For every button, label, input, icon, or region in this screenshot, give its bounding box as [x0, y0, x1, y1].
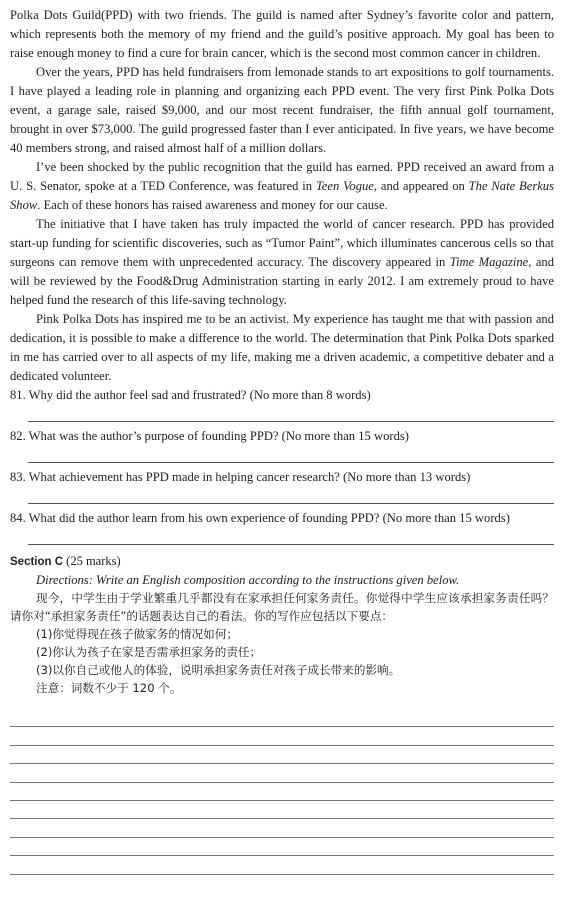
writing-line[interactable] [10, 783, 554, 801]
show-title: The Nate Berkus Show [10, 179, 555, 212]
writing-line[interactable] [10, 727, 554, 745]
paragraph-text: , and appeared on [373, 179, 469, 193]
writing-line[interactable] [10, 746, 554, 764]
paragraph-text: , and will be reviewed by the Food&Drug Administration starting in early 2012. I am extremely proud to have helped fund the research of this life-saving technology. [10, 255, 555, 307]
composition-point-1: (1)你觉得现在孩子做家务的情况如何； [36, 627, 238, 641]
magazine-title-teen-vogue: Teen Vogue [315, 179, 374, 193]
writing-line[interactable] [10, 764, 554, 782]
question-81 [10, 386, 554, 422]
word-count-note: 注意：词数不少于 120 个。 [36, 681, 182, 695]
question-text: 83. What achievement has PPD made in helping cancer research? (No more than 13 words) [10, 470, 471, 484]
composition-point-3: (3)以你自己或他人的体验，说明承担家务责任对孩子成长带来的影响。 [36, 663, 401, 677]
magazine-title-time: Time Magazine [449, 255, 529, 269]
answer-line[interactable] [28, 405, 554, 422]
passage-paragraph-0: Polka Dots Guild(PPD) with two friends. The guild is named after Sydney’s favorite color and pattern, which represents both the memory of my friend and the guild’s positive approach. My goal has been to raise enough money to find a cure for brain cancer, which is the second most common cancer in children. [10, 8, 554, 60]
section-c-heading [10, 553, 554, 571]
directions-label: Directions [36, 573, 89, 587]
writing-line[interactable] [10, 856, 554, 874]
paragraph-text: I’ve been shocked by the public recognition that the guild has earned. PPD received an award from a U. S. Senator, spoke at a TED Conference, was featured in [10, 160, 554, 193]
section-title: Section C [10, 556, 64, 568]
passage-paragraph-4: Pink Polka Dots has inspired me to be an activist. My experience has taught me that with passion and dedication, it is possible to make a difference to the world. The determination that Pink Polka Dots sparked in me has carried over to all aspects of my life, making me a driven academic, a competitive debater and a dedicated volunteer. [10, 312, 554, 383]
question-83 [10, 468, 554, 504]
composition-writing-area[interactable] [10, 709, 554, 875]
passage-paragraph-2 [10, 158, 554, 215]
directions-text: : Write an English composition according to the instructions given below. [88, 573, 460, 587]
composition-prompt: 现今，中学生由于学业繁重几乎都没有在家承担任何家务责任。你觉得中学生应该承担家务责任吗？请你对“承担家务责任”的话题表达自己的看法。你的写作应包括以下要点： [10, 591, 554, 623]
paragraph-text: The initiative that I have taken has truly impacted the world of cancer research. PPD has provided start-up funding for scientific discoveries, such as “Tumor Paint”, which illuminates cancerous cells so that surgeons can remove them with unprecedented accuracy. The discovery appeared in [10, 217, 554, 269]
writing-line[interactable] [10, 801, 554, 819]
writing-line[interactable] [10, 709, 554, 727]
question-84 [10, 509, 554, 545]
answer-line[interactable] [28, 446, 554, 463]
answer-line[interactable] [28, 487, 554, 504]
paragraph-text: . Each of these honors has raised awareness and money for our cause. [37, 198, 388, 212]
question-82 [10, 427, 554, 463]
passage-paragraph-3 [10, 215, 554, 310]
passage-paragraph-1: Over the years, PPD has held fundraisers from lemonade stands to art expositions to golf tournaments. I have played a leading role in planning and organizing each PPD event. The very first Pink Polka Dots event, a garage sale, raised $9,000, and our most recent fundraiser, the fifth annual golf tournament, brought in over $73,000. The guild progressed faster than I ever anticipated. In five years, we have become 40 members strong, and raised almost half of a million dollars. [10, 65, 554, 155]
directions [10, 571, 554, 589]
composition-point-2: (2)你认为孩子在家是否需承担家务的责任； [36, 645, 262, 659]
writing-line[interactable] [10, 838, 554, 856]
question-text: 84. What did the author learn from his own experience of founding PPD? (No more than 15 words) [10, 511, 510, 525]
question-text: 82. What was the author’s purpose of founding PPD? (No more than 15 words) [10, 429, 409, 443]
section-marks: (25 marks) [63, 554, 121, 568]
question-text: 81. Why did the author feel sad and frustrated? (No more than 8 words) [10, 388, 371, 402]
answer-line[interactable] [28, 528, 554, 545]
writing-line[interactable] [10, 819, 554, 837]
